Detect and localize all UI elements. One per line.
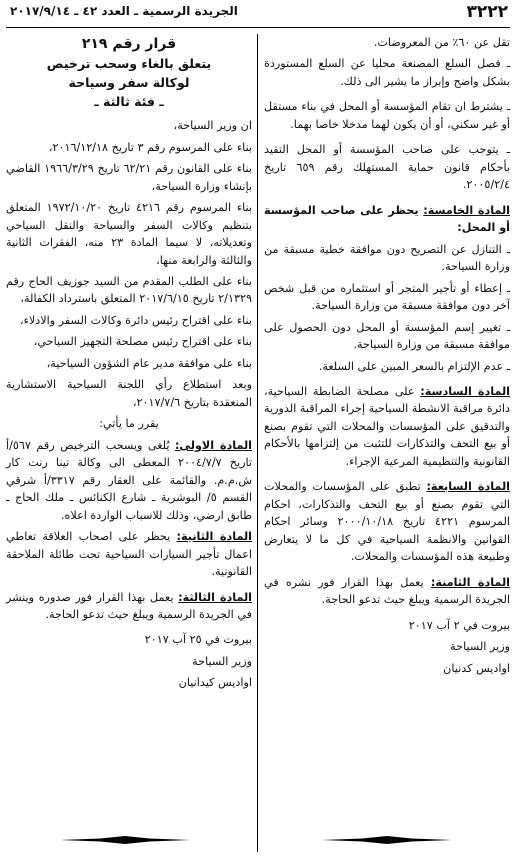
article-label: المادة الثالثة: bbox=[178, 590, 252, 604]
article-label: المادة الاولى: bbox=[174, 438, 252, 452]
paragraph: تقل عن ٦٠٪ من المعروضات. bbox=[373, 36, 510, 49]
article-label: المادة السابعة: bbox=[426, 480, 510, 494]
paragraph: ـ عدم الإلتزام بالسعر المبين على السلعة. bbox=[318, 359, 510, 373]
decision-title bbox=[6, 34, 252, 111]
article-text: يحظر على صاحب المؤسسة أو المحل: bbox=[264, 203, 510, 235]
decision-subject: لوكالة سفر وسياحة bbox=[68, 74, 190, 90]
paragraph: بناء على موافقة مدير عام الشؤون السياحية، bbox=[46, 356, 252, 370]
article-text: تطبق على المؤسسات والمحلات التي تقوم بصنع أو بيع التحف والتذكارات، احكام المرسوم ٤٢٢١ تاريخ ٢٠٠٠/١٠/١٨ وسائر احكام القوانين والانظمة السياحية في كل ما لا يتعارض وطبيعة هذه المؤسسات والمحلات. bbox=[264, 480, 511, 564]
paragraph: ان وزير السياحة، bbox=[173, 119, 252, 133]
signature-date: بيروت في ٢ آب ٢٠١٧ bbox=[408, 618, 510, 632]
article-7 bbox=[264, 478, 510, 565]
paragraph: ـ إعطاء أو تأجير المتجر أو استثماره من قبل شخص آخر دون موافقة مسبقة من وزارة السياحة. bbox=[264, 281, 510, 313]
page-number: ٣٢٢٢ bbox=[466, 2, 508, 22]
right-column bbox=[264, 34, 510, 681]
decision-number: قرار رقم ٢١٩ bbox=[81, 36, 177, 52]
paragraph: بناء على اقتراح رئيس مصلحة التجهيز السياحي، bbox=[33, 335, 252, 349]
paragraph: وبعد استطلاع رأي اللجنة السياحية الاستشارية المنعقدة بتاريخ ٢٠١٧/٧/٦، bbox=[6, 378, 252, 409]
article-5 bbox=[264, 202, 510, 237]
signature-date: بيروت في ٢٥ آب ٢٠١٧ bbox=[144, 633, 252, 647]
article-2 bbox=[6, 528, 252, 580]
column-divider bbox=[257, 34, 258, 852]
article-label: المادة السادسة: bbox=[420, 384, 510, 398]
left-column bbox=[6, 34, 252, 696]
signer-title: وزير السياحة bbox=[192, 654, 252, 668]
article-1 bbox=[6, 437, 252, 524]
paragraph: ـ تغيير إسم المؤسسة أو المحل دون الحصول على موافقة مسبقة من وزارة السياحة. bbox=[264, 320, 510, 352]
signer-name: اواديس كدنيان bbox=[443, 661, 510, 675]
signer-title: وزير السياحة bbox=[450, 640, 510, 654]
paragraph: بناء على القانون رقم ٦٢/٢١ تاريخ ١٩٦٦/٣/٢٩ القاضي بإنشاء وزارة السياحة، bbox=[6, 162, 253, 193]
issue-line: الجريدة الرسمية ـ العدد ٤٢ ـ ٢٠١٧/٩/١٤ bbox=[10, 4, 238, 18]
article-3 bbox=[6, 589, 252, 624]
article-6 bbox=[264, 383, 510, 470]
article-text: يعمل بهذا القرار فور نشره في الجريدة الرسمية ويبلغ حيث تدعو الحاجة. bbox=[264, 575, 510, 607]
decision-subject: يتعلق بالغاء وسحب ترخيص bbox=[46, 56, 212, 71]
paragraph: ـ يشترط ان تقام المؤسسة أو المحل في بناء مستقل أو غير سكني، أو أن يكون لهما مدخلا خاصا بهما. bbox=[264, 100, 510, 131]
paragraph: بناء المرسوم رقم ٤٢١٦ تاريخ ١٩٧٢/١٠/٢٠ المتعلق بتنظيم وكالات السفر والسياحة والنقل السياحي وتعديلاته، لا سيما المادة ٢٣ منه، الفقرات الثانية والثالثة والرابعة منها، bbox=[6, 201, 253, 267]
decision-category: ـ فئة ثالثة ـ bbox=[94, 93, 164, 109]
article-text: يعمل بهذا القرار فور صدوره وينشر في الجريدة الرسمية ويبلغ حيث تدعو الحاجة. bbox=[6, 590, 252, 621]
article-label: المادة الثامنة: bbox=[430, 575, 510, 589]
page-header bbox=[0, 0, 516, 30]
article-label: المادة الثانية: bbox=[176, 530, 252, 544]
paragraph: بناء على المرسوم رقم ٣ تاريخ ٢٠١٦/١٢/١٨، bbox=[48, 140, 252, 154]
signer-name: اواديس كيدانيان bbox=[178, 676, 252, 690]
paragraph: بناء على الطلب المقدم من السيد جوزيف الحاج رقم ٢/١٣٢٩ تاريخ ٢٠١٧/٦/١٥ المتعلق باسترداد الكفالة، bbox=[6, 275, 252, 306]
paragraph: بناء على اقتراح رئيس دائرة وكالات السفر والادلاء، bbox=[20, 313, 252, 327]
paragraph: ـ فصل السلع المصنعة محليا عن السلع المستوردة بشكل واضح وإبراز ما يشير الى ذلك. bbox=[264, 57, 510, 88]
section-end-ornament bbox=[322, 836, 452, 844]
article-text: يُلغى ويسحب الترخيص رقم ٥٦٧/أ تاريخ ٢٠٠٤/٧/٧ المعطى الى وكالة تينا رنت كار ش.م.م. والقائمة على العقار رقم ٣٣١٧/أ شرقي القسم ٥/ البوشرية ـ شارع الكنائس ـ ملك الحاج ـ طابق ارضي، وذلك للاسباب الواردة اعلاه. bbox=[6, 438, 252, 522]
article-8 bbox=[264, 574, 510, 609]
paragraph: ـ التنازل عن التصريح دون موافقة خطية مسبقة من وزارة السياحة. bbox=[264, 242, 510, 274]
section-end-ornament bbox=[60, 836, 190, 844]
article-text: على مصلحة الضابطة السياحية، دائرة مراقبة الانشطة السياحية إجراء المراقبة الدورية والتدقيق على المؤسسات والمحلات التي تقوم بصنع أو بيع التحف والتذكارات للتثبت من إلتزامها بالأحكام القانونية والتنظيمية المرعية الإجراء. bbox=[264, 384, 510, 468]
article-text: يحظر على اصحاب العلاقة تعاطي اعمال تأجير السيارات السياحية تحت طائلة الملاحقة القانونية. bbox=[6, 530, 252, 579]
article-label: المادة الخامسة: bbox=[423, 203, 510, 217]
paragraph: ـ يتوجب على صاحب المؤسسة أو المحل التقيد بأحكام قانون حماية المستهلك رقم ٦٥٩ تاريخ ٢٠٠٥/٢/٤. bbox=[264, 143, 510, 192]
decides-heading: يقرر ما يأتي: bbox=[99, 417, 159, 431]
header-rule bbox=[6, 27, 510, 28]
